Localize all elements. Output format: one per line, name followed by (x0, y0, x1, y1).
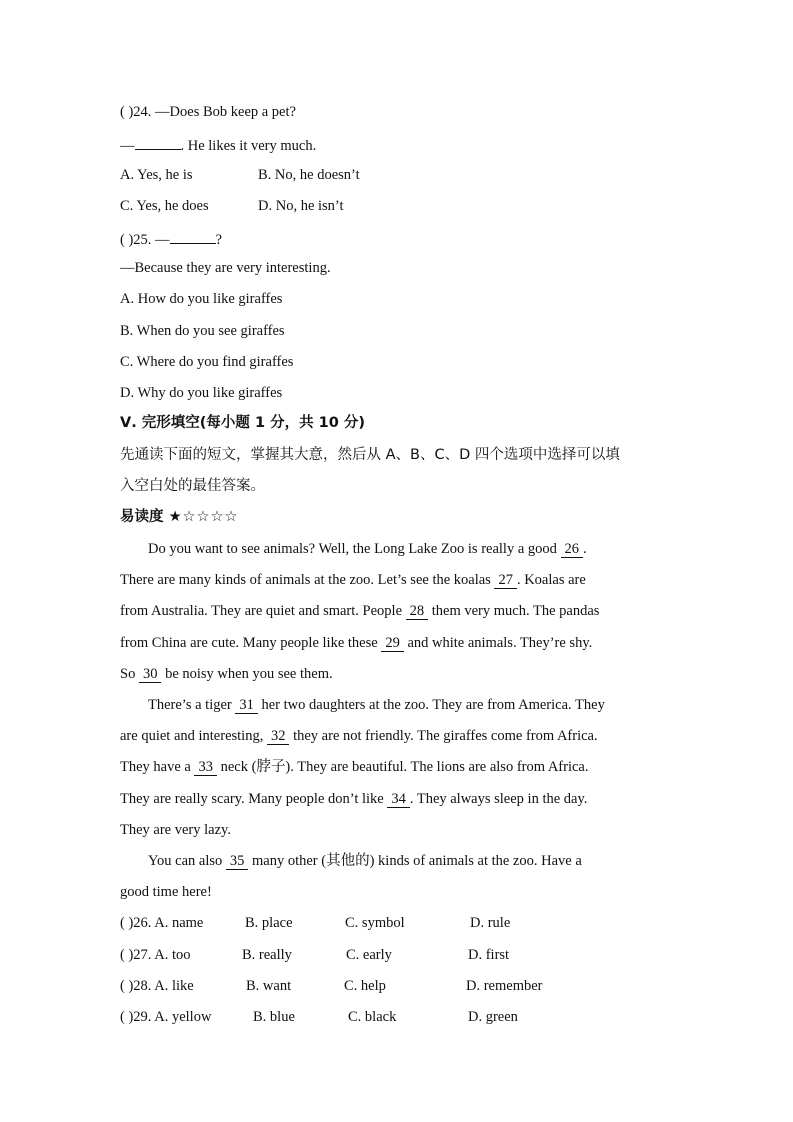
passage-p1-line2 (120, 570, 586, 590)
passage-p3-line1 (148, 851, 582, 871)
blank-26: 26 (561, 541, 584, 558)
question-24-options-row1 (120, 165, 360, 185)
passage-p1-line5 (120, 664, 333, 684)
difficulty-label: 易读度 (120, 509, 164, 525)
passage-text: . (583, 541, 587, 557)
stem-blank (170, 227, 216, 244)
passage-p1-line1 (148, 539, 587, 559)
question-24-answer (120, 133, 316, 156)
difficulty-stars: ★☆☆☆☆ (168, 509, 239, 525)
passage-text: them very much. The pandas (431, 603, 600, 619)
choice-c: C. early (346, 947, 392, 963)
choice-c: C. help (344, 978, 386, 994)
passage-text: from China are cute. Many people like these (120, 635, 378, 651)
blank-35: 35 (226, 853, 249, 870)
passage-text: her two daughters at the zoo. They are from America. They (261, 697, 605, 713)
question-25-option-d: D. Why do you like giraffes (120, 385, 283, 401)
section-title: Ⅴ. 完形填空(每小题 1 分，共 10 分) (120, 415, 365, 431)
passage-text: Do you want to see animals? Well, the Long Lake Zoo is really a good (148, 541, 557, 557)
choice-d: D. green (468, 1009, 518, 1025)
question-25-option-b: B. When do you see giraffes (120, 323, 285, 339)
passage-p1-line4 (120, 633, 592, 653)
choice-row-26 (120, 913, 511, 933)
blank-33: 33 (194, 759, 217, 776)
question-25-stem (120, 227, 222, 250)
passage-p2-line2 (120, 726, 598, 746)
question-25-reply: —Because they are very interesting. (120, 260, 331, 276)
option-a: A. Yes, he is (120, 167, 193, 183)
choice-c: C. black (348, 1009, 397, 1025)
option-b: B. No, he doesn’t (258, 167, 360, 183)
passage-text: So (120, 666, 136, 682)
instruction-line-2: 入空白处的最佳答案。 (120, 478, 265, 494)
choice-b: B. blue (253, 1009, 295, 1025)
passage-text: There are many kinds of animals at the zoo. Let’s see the koalas (120, 572, 491, 588)
answer-suffix: . He likes it very much. (180, 138, 317, 154)
passage-text: They are really scary. Many people don’t like (120, 791, 384, 807)
choice-b: B. really (242, 947, 292, 963)
question-24-stem: ( )24. —Does Bob keep a pet? (120, 104, 296, 120)
passage-p3-line2: good time here! (120, 884, 212, 900)
choice-num-a: ( )28. A. like (120, 978, 194, 994)
question-25-option-c: C. Where do you find giraffes (120, 354, 294, 370)
passage-text: from Australia. They are quiet and smart. People (120, 603, 402, 619)
blank-31: 31 (235, 697, 258, 714)
question-24-options-row2 (120, 196, 344, 216)
choice-b: B. want (246, 978, 292, 994)
stem-suffix: ? (215, 232, 222, 248)
blank-30: 30 (139, 666, 162, 683)
passage-p2-line3 (120, 757, 588, 777)
passage-p2-line5: They are very lazy. (120, 822, 231, 838)
blank-34: 34 (387, 791, 410, 808)
passage-text: There’s a tiger (148, 697, 232, 713)
choice-d: D. first (468, 947, 510, 963)
question-25-option-a: A. How do you like giraffes (120, 291, 283, 307)
choice-num-a: ( )29. A. yellow (120, 1009, 212, 1025)
choice-num-a: ( )27. A. too (120, 947, 191, 963)
option-c: C. Yes, he does (120, 198, 209, 214)
choice-d: D. remember (466, 978, 543, 994)
passage-text: be noisy when you see them. (165, 666, 333, 682)
passage-text: . They always sleep in the day. (409, 791, 588, 807)
blank-32: 32 (267, 728, 290, 745)
passage-text: are quiet and interesting, (120, 728, 264, 744)
passage-text: and white animals. They’re shy. (407, 635, 593, 651)
answer-blank (135, 133, 181, 150)
answer-dash: — (120, 138, 135, 154)
passage-text: neck (脖子). They are beautiful. The lions are also from Africa. (220, 759, 589, 775)
passage-text: They have a (120, 759, 191, 775)
passage-text: many other (其他的) kinds of animals at the zoo. Have a (252, 853, 582, 869)
blank-29: 29 (381, 635, 404, 652)
instruction-line-1: 先通读下面的短文，掌握其大意，然后从 A、B、C、D 四个选项中选择可以填 (120, 447, 620, 463)
choice-row-27 (120, 945, 510, 965)
choice-row-28 (120, 976, 543, 996)
option-d: D. No, he isn’t (258, 198, 344, 214)
choice-d: D. rule (470, 915, 511, 931)
blank-27: 27 (494, 572, 517, 589)
choice-row-29 (120, 1007, 518, 1027)
choice-b: B. place (245, 915, 293, 931)
passage-p1-line3 (120, 601, 599, 621)
blank-28: 28 (406, 603, 429, 620)
passage-text: . Koalas are (516, 572, 586, 588)
choice-c: C. symbol (345, 915, 405, 931)
choice-num-a: ( )26. A. name (120, 915, 204, 931)
difficulty-row (120, 507, 239, 527)
passage-p2-line1 (148, 695, 605, 715)
stem-prefix: ( )25. — (120, 232, 170, 248)
passage-text: You can also (148, 853, 223, 869)
passage-text: they are not friendly. The giraffes come from Africa. (293, 728, 598, 744)
passage-p2-line4 (120, 789, 587, 809)
